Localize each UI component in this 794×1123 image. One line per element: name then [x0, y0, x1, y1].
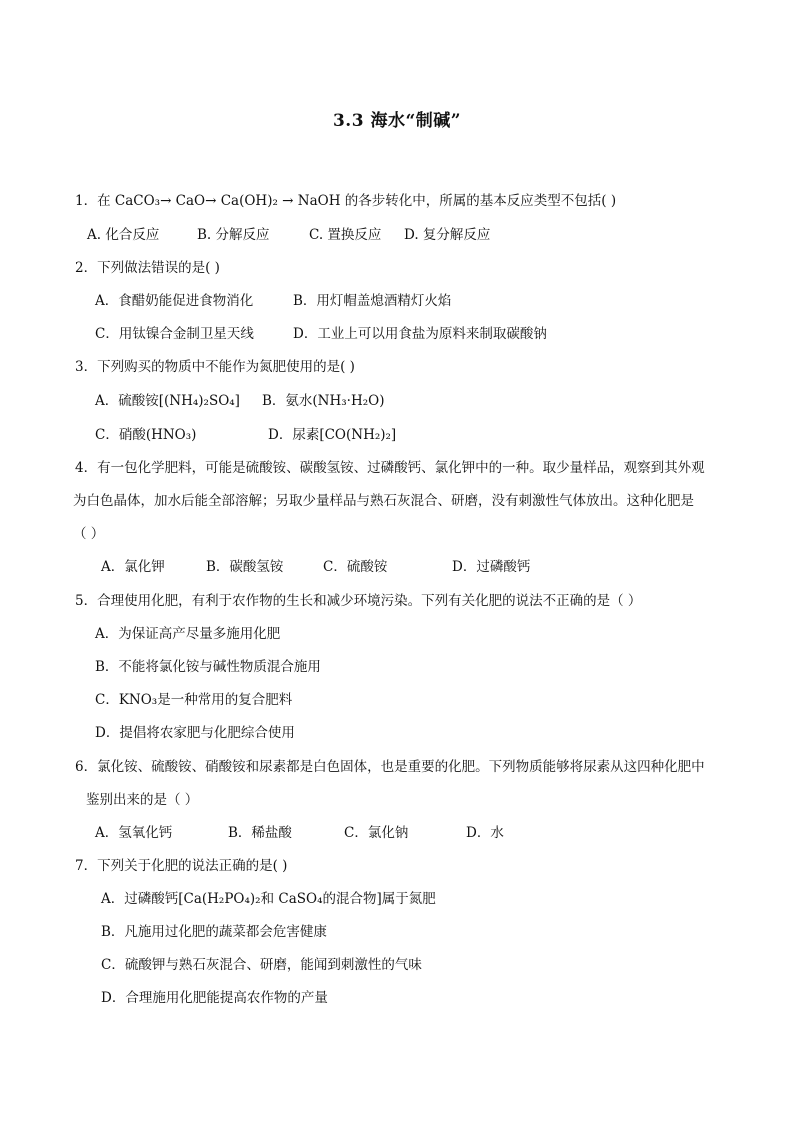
question-6-option-d: D．水	[466, 825, 504, 841]
question-5-option-b: B．不能将氯化铵与碱性物质混合施用	[95, 659, 321, 675]
question-4-stem-line-2: 为白色晶体，加水后能全部溶解；另取少量样品与熟石灰混合、研磨，没有刺激性气体放出。这种化肥是	[73, 493, 694, 509]
question-2-option-a: A．食醋奶能促进食物消化	[95, 293, 254, 309]
question-7-option-b: B．凡施用过化肥的蔬菜都会危害健康	[101, 924, 327, 940]
question-6-option-c: C．氯化钠	[344, 825, 409, 841]
question-5-option-d: D．提倡将农家肥与化肥综合使用	[95, 725, 295, 741]
question-3-option-c: C．硝酸(HNO₃)	[95, 427, 197, 443]
question-3-option-a: A．硫酸铵[(NH₄)₂SO₄]	[95, 393, 240, 409]
question-4-option-b: B．碳酸氢铵	[206, 559, 284, 575]
question-7-option-a: A．过磷酸钙[Ca(H₂PO₄)₂和 CaSO₄的混合物]属于氮肥	[101, 891, 436, 907]
question-7-option-c: C．硫酸钾与熟石灰混合、研磨，能闻到刺激性的气味	[101, 957, 422, 973]
question-3-option-b: B．氨水(NH₃·H₂O)	[262, 393, 385, 409]
question-1-option-c: C. 置换反应	[309, 227, 382, 243]
question-4-option-c: C．硫酸铵	[323, 559, 388, 575]
question-5-option-a: A．为保证高产尽量多施用化肥	[95, 626, 281, 642]
question-6-stem-line-2: 鉴别出来的是（ ）	[86, 792, 199, 808]
question-5-option-c: C．KNO₃是一种常用的复合肥料	[95, 692, 293, 708]
question-3-stem: 3．下列购买的物质中不能作为氮肥使用的是( )	[75, 359, 355, 375]
question-2-option-b: B．用灯帽盖熄酒精灯火焰	[293, 293, 452, 309]
question-4-option-d: D．过磷酸钙	[452, 559, 531, 575]
question-1-option-a: A. 化合反应	[87, 227, 160, 243]
question-1-option-d: D. 复分解反应	[404, 227, 491, 243]
question-2-option-c: C．用钛镍合金制卫星天线	[95, 326, 254, 342]
question-1-option-b: B. 分解反应	[197, 227, 270, 243]
question-7-option-d: D．合理施用化肥能提高农作物的产量	[101, 990, 328, 1006]
question-6-stem-line-1: 6．氯化铵、硫酸铵、硝酸铵和尿素都是白色固体，也是重要的化肥。下列物质能够将尿素从这四种化肥中	[75, 759, 705, 775]
question-1-stem: 1．在 CaCO₃→ CaO→ Ca(OH)₂ → NaOH 的各步转化中，所属的基本反应类型不包括( )	[75, 193, 617, 209]
question-6-option-b: B．稀盐酸	[228, 825, 292, 841]
question-2-stem: 2．下列做法错误的是( )	[75, 260, 220, 276]
question-5-stem: 5．合理使用化肥，有利于农作物的生长和减少环境污染。下列有关化肥的说法不正确的是（ ）	[75, 593, 642, 609]
page-title: 3.3 海水“制碱”	[332, 111, 462, 131]
question-4-stem-line-3: （ ）	[73, 526, 105, 542]
question-3-option-d: D．尿素[CO(NH₂)₂]	[268, 427, 397, 443]
question-4-stem-line-1: 4．有一包化学肥料，可能是硫酸铵、碳酸氢铵、过磷酸钙、氯化钾中的一种。取少量样品，观察到其外观	[75, 460, 705, 476]
question-7-stem: 7．下列关于化肥的说法正确的是( )	[75, 858, 288, 874]
question-6-option-a: A．氢氧化钙	[95, 825, 173, 841]
question-2-option-d: D．工业上可以用食盐为原料来制取碳酸钠	[293, 326, 547, 342]
question-4-option-a: A．氯化钾	[101, 559, 165, 575]
